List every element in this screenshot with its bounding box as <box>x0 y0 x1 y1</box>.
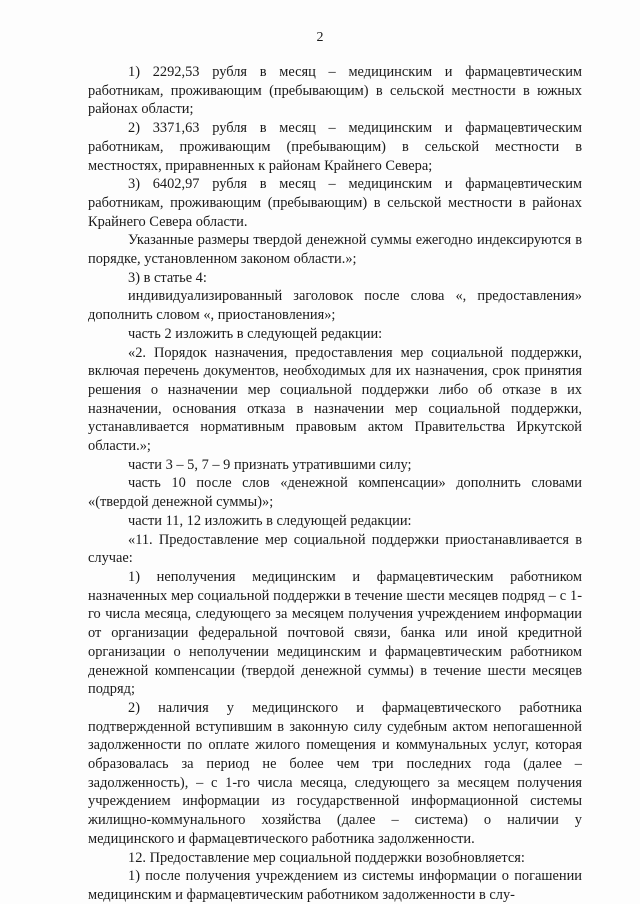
paragraph-heading-amendment: индивидуализированный заголовок после слова «, предоставления» дополнить словом «, приостановления»; <box>88 288 582 324</box>
paragraph-item-2-rate-equivalent-north: 2) 3371,63 рубля в месяц – медицинским и фармацевтическим работникам, проживающим (пребывающим) в сельской местности в местностях, приравненных к районам Крайнего Севера; <box>88 120 582 174</box>
paragraph-part-11-text: «11. Предоставление мер социальной поддержки приостанавливается в случае: <box>88 531 582 567</box>
paragraph-item-1-rate-south: 1) 2292,53 рубля в месяц – медицинским и фармацевтическим работникам, проживающим (пребывающим) в сельской местности в южных районах области; <box>88 64 582 118</box>
paragraph-parts-repealed: части 3 – 5, 7 – 9 признать утратившими силу; <box>128 456 412 473</box>
paragraph-part-2-text: «2. Порядок назначения, предоставления мер социальной поддержки, включая перечень документов, необходимых для их назначения, срок принятия решения о назначении мер социальной поддержки либо об отказе в их назначении, основания отказа в назначении мер социальной поддержки, устанавливается нормативным правовым актом Правительства Иркутской области.»; <box>88 344 582 455</box>
paragraph-part-10-amendment: часть 10 после слов «денежной компенсации» дополнить словами «(твердой денежной суммы)»; <box>88 475 582 511</box>
paragraph-part-11-item-1: 1) неполучения медицинским и фармацевтическим работником назначенных мер социальной поддержки в течение шести месяцев подряд – с 1-го числа месяца, следующего за месяцем получения учреждением информации от организации федеральной почтовой связи, банка или иной кредитной организации о неполучении медицинским и фармацевтическим работником денежной компенсации (твердой денежной суммы) в течение шести месяцев подряд; <box>88 568 582 698</box>
paragraph-part-2-intro: часть 2 изложить в следующей редакции: <box>128 325 383 342</box>
paragraph-parts-11-12-intro: части 11, 12 изложить в следующей редакции: <box>128 512 412 529</box>
paragraph-part-12-item-1: 1) после получения учреждением из системы информации о погашении медицинским и фармацевтическим работником задолженности в слу- <box>88 868 582 903</box>
document-body <box>88 63 582 905</box>
paragraph-part-11-item-2: 2) наличия у медицинского и фармацевтического работника подтвержденной вступившим в законную силу судебным актом непогашенной задолженности по оплате жилого помещения и коммунальных услуг, которая образовалась за период не более чем три последних года (далее – задолженность), – с 1-го числа месяца, следующего за месяцем получения учреждением информации из государственной информационной системы жилищно-коммунального хозяйства (далее – система) о наличии у медицинского и фармацевтического работника задолженности. <box>88 699 582 847</box>
paragraph-article-4: 3) в статье 4: <box>128 269 207 286</box>
page-number: 2 <box>316 30 324 45</box>
paragraph-part-12-text: 12. Предоставление мер социальной поддержки возобновляется: <box>128 849 525 866</box>
paragraph-indexation: Указанные размеры твердой денежной суммы ежегодно индексируются в порядке, установленном законом области.»; <box>88 232 582 268</box>
paragraph-item-3-rate-far-north: 3) 6402,97 рубля в месяц – медицинским и фармацевтическим работникам, проживающим (пребывающим) в сельской местности в районах Крайнего Севера области. <box>88 176 582 230</box>
